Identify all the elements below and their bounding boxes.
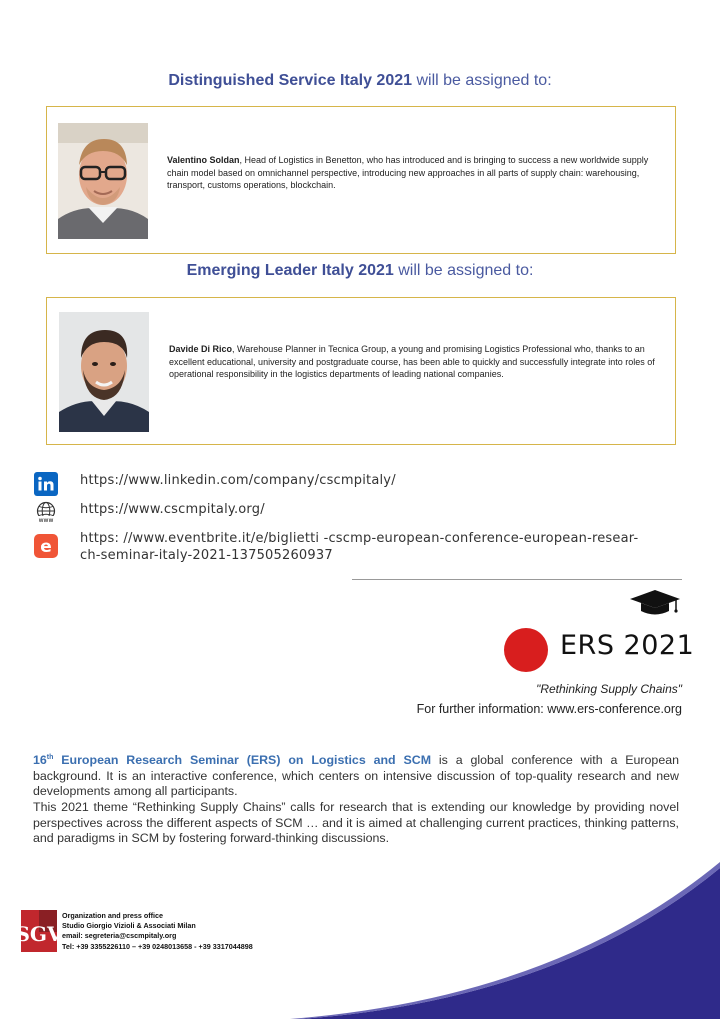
award-subtitle: will be assigned to: — [393, 262, 534, 279]
footer-line2: Studio Giorgio Vizioli & Associati Milan — [62, 921, 196, 931]
footer-phone: Tel: +39 3355226110 – +39 0248013658 - +39 3317044898 — [62, 941, 253, 951]
footer-line1: Organization and press office — [62, 911, 164, 920]
sgv-logo — [15, 909, 63, 955]
footer-contact — [62, 911, 253, 952]
award-title: Emerging Leader Italy 2021 — [186, 262, 394, 279]
conference-para1: is a global conference with a European background. It is an interactive conference, which centers on intensive discussion of top-quality research and new developments among all participants. — [33, 753, 679, 799]
award-subtitle: will be assigned to: — [412, 72, 552, 89]
ers-info: For further information: www.ers-conference.org — [416, 702, 682, 716]
conference-description — [33, 750, 679, 847]
eventbrite-icon — [34, 534, 58, 558]
link-row-eventbrite[interactable] — [34, 530, 638, 568]
person-name: Valentino Soldan — [167, 155, 240, 165]
graduation-cap-icon — [628, 588, 682, 618]
link-row-website[interactable] — [34, 501, 265, 525]
person-name: Davide Di Rico — [169, 344, 233, 354]
portrait-photo — [59, 312, 149, 432]
divider — [352, 579, 682, 580]
globe-icon — [34, 501, 58, 525]
award-heading-emerging — [0, 262, 720, 280]
person-bio: , Head of Logistics in Benetton, who has introduced and is bringing to success a new worldwide supply chain model based on omnichannel perspective, introducing new approaches in all parts of supply chain: warehousing, transport, customs operations, blockchain. — [167, 155, 649, 190]
website-link[interactable]: https://www.cscmpitaly.org/ — [80, 502, 265, 517]
eventbrite-link[interactable] — [80, 530, 638, 564]
eventbrite-link-line1[interactable]: https: //www.eventbrite.it/e/biglietti -cscmp-european-conference-european-resear- — [80, 531, 639, 546]
linkedin-link[interactable]: https://www.linkedin.com/company/cscmpitaly/ — [80, 473, 396, 488]
linkedin-icon — [34, 472, 58, 496]
ers-tagline: "Rethinking Supply Chains" — [536, 682, 682, 696]
ers-logo-dot — [504, 628, 548, 672]
globe-icon-label: www — [38, 517, 54, 524]
sgv-logo-letters: SGV — [15, 922, 63, 946]
portrait-photo — [58, 123, 148, 239]
award-description — [169, 343, 665, 381]
award-heading-distinguished — [0, 72, 720, 90]
ers-title: ERS 2021 — [560, 630, 695, 661]
link-row-linkedin[interactable] — [34, 472, 396, 496]
conference-lead: 16th European Research Seminar (ERS) on Logistics and SCM — [33, 753, 432, 768]
award-description — [167, 154, 665, 192]
eventbrite-icon-label: e — [40, 537, 52, 557]
conference-para2: This 2021 theme “Rethinking Supply Chains” calls for research that is extending our knowledge by providing novel perspectives across the different aspects of SCM … and it is aimed at challenging current practices, thinking patterns, and paradigms in SCM by fostering forward-thinking discussions. — [33, 799, 679, 846]
footer-email[interactable]: email: segreteria@cscmpitaly.org — [62, 931, 177, 941]
award-title: Distinguished Service Italy 2021 — [168, 72, 413, 89]
person-bio: , Warehouse Planner in Tecnica Group, a young and promising Logistics Professional who, thanks to an excellent educational, university and postgraduate course, has been able to quickly and successfully integrate into roles of operational responsibility in the logistics departments of leading national companies. — [169, 344, 655, 379]
award-card-distinguished — [46, 106, 676, 254]
eventbrite-link-line2[interactable]: ch-seminar-italy-2021-137505260937 — [80, 548, 333, 563]
award-card-emerging — [46, 297, 676, 445]
